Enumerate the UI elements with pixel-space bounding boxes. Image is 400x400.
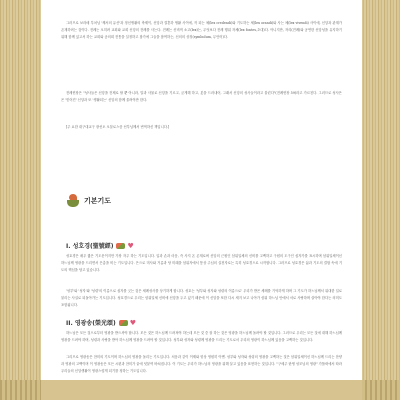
section-2-paragraph-1: 하느님은 모든 것으로부터 영광을 받으셔야 합니다. 모든 것은 하느님께 드려져야 하는데 모든 것 중 잘 하는 것은 영광을 하느님께 돌려야 할 것입니다. 그러므로 우리는 모든 것에 대해 하느님께 영광을 드려야 하며, 성령과 사랑을 받아 하느님께 영광을 드려야 할 것입니다. 성부와 성자와 성령께 영광을 드리는 기도로서 우리의 영광이 하느님께 있음을 고백하는 것입니다. <box>61 331 342 343</box>
heart-icon: ♥ <box>127 241 134 250</box>
section-2-paragraph-2: 그리므로 영광송은 찬미의 기도이며 하느님의 영광을 돌리는 기도입니다. 처음과 같이 이제와 항상 영원히 아멘. 성부와 성자와 성령의 영광을 고백하는 것은 삼위일체이신 하느님께 드리는 찬양과 영광의 고백이며 이 영광송은 모든 시편과 찬미가 끝에 덧붙여 바쳐집니다. 이 기도는 우리가 하느님의 영광을 위해 살고 있음을 표현하는 것입니다. "구세주 탄생 성모님의 영광" 가톨릭에서 따라 우리들의 신앙생활이 영광스럽게 되기를 청하는 기도입니다. <box>61 355 342 374</box>
section-1-title: I. 성호경(聖號經) <box>66 243 114 250</box>
main-heading <box>66 194 111 208</box>
intro-paragraph-2: 전례헌장은 "성사들은 신앙을 전제로 할 뿐 아니라, 말과 사물로 신앙을 기르고, 굳게해 하고, 봇을 드러내어, 그래서 신앙의 성사들이라고 불린다"(전례헌장 59)라고 가르친다. 그러므로 성사은은 '믿어진' 신앙과 또 '생활되는' 신앙의 함께 울려야만 한다. <box>61 91 342 103</box>
section-2-title: II. 영광송(榮光頌) <box>66 320 116 327</box>
section-1-heading <box>66 241 134 250</box>
main-heading-text: 기본기도 <box>84 197 112 205</box>
section-1-paragraph-2: '성부'와 '성자'와 '성령'의 이름으로 십자를 긋는 것은 세례성사를 상기하게 합니다. 성호는 '성부와 성자와 성령의 이름으로' 우리가 받은 세례를 기억하게 하며 그 기도가 하느님께서 위대한 일로 불리는 사실로 되돌아가는 기도입니다. 성호경으로 우리는 삼위일체 신비에 신앙을 두고 있기 때문에 이 신앙을 또한 다시 새겨 보고 나아가 삼위 하느님 안에서 서로 사랑하며 살아야 한다는 의미도 포함됩니다. <box>61 289 342 308</box>
section-2-heading <box>66 318 136 327</box>
section-1-paragraph-1: 성호경은 매우 짧은 기도문이지만 가장 자주 하는 기도입니다. 입과 손과 마음, 즉 사지 온 존재로써 신앙의 근원인 삼위일체의 신비를 고백하고 구원의 도구인 십자가를 표시하며 삼위일체이신 하느님께 영광을 드리면서 은총을 비는 기도입니다. 은으로 미사와 거름과 당 미래을 삼위자에서 통상 주님의 실천자로는 특히 성호경으로 시작합니다. 그러므로 성호경은 삶과 기도의 결합 속에 기도의 핵심을 담고 있습니다. <box>61 254 342 273</box>
intro-paragraph-1: 그러므로 보라매 부처님 '께서의 유산'과 정신생활의 축제이, 신앙과 결혼하 생활 사이에, 작 되는 체(lex credendi)와 기도하는 체(lex orandi)와 사는 체(lex vivendi) 사이에, 신앙과 관계가 존재하려는 것이다. 전례는 오히려 교회와 교회 신앙의 전례를 사는다. 전례는 신비적 소고(lex)는, 무엇보다 전례 행위 자체(lex fontes,초대)다. 아니지만, 자리(전례)와 공연한 신앙성을 유지하기 위해 함께 있고서 하는 교회와 공의회 전통을 설정하고 참가에 그들을 참여하는, 신의의 상징(symbolum, 무언어)다. <box>61 21 342 40</box>
pen-icon <box>116 243 125 249</box>
bottom-border-inner <box>41 380 362 400</box>
heart-icon: ♥ <box>129 318 136 327</box>
source-note: [주 요한 대구대교구 장선오 오블로스즘 선부님께서 번역하신 책입니다.] <box>66 125 170 129</box>
pen-icon <box>119 320 128 326</box>
flower-pot-icon <box>66 194 80 208</box>
